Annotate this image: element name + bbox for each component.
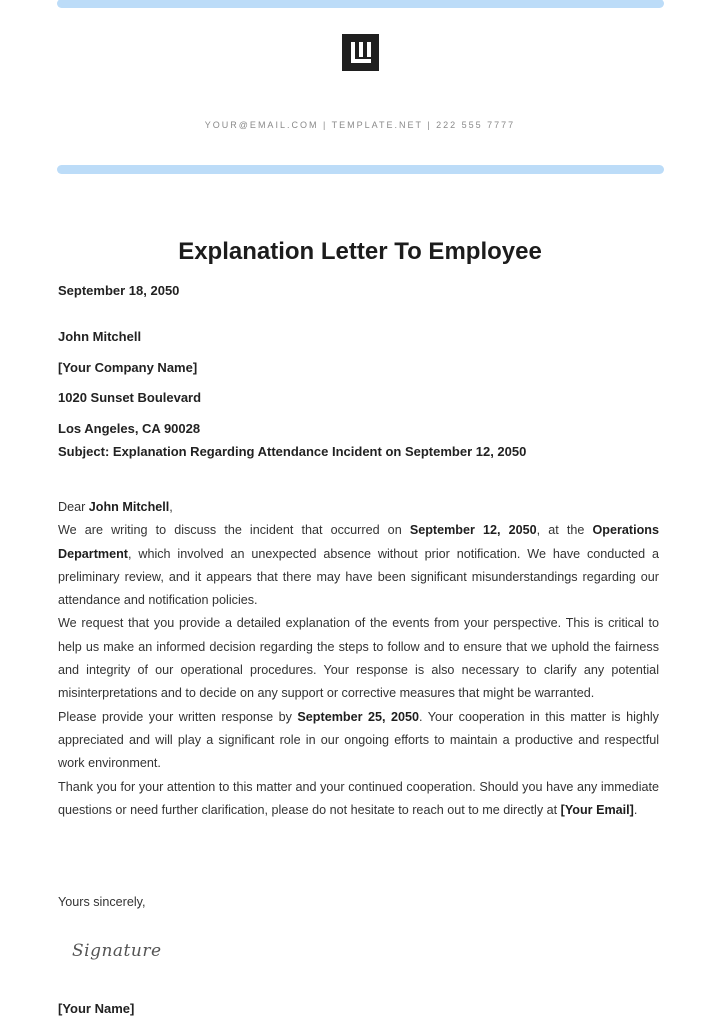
salutation: Dear John Mitchell, xyxy=(58,500,173,514)
signature: Signature xyxy=(72,941,162,961)
letter-body xyxy=(58,496,659,822)
letter-date: September 18, 2050 xyxy=(58,283,180,298)
letter-title: Explanation Letter To Employee xyxy=(178,238,542,265)
divider-accent-band xyxy=(57,165,664,174)
recipient-name: John Mitchell xyxy=(58,329,142,344)
sender-name: [Your Name] xyxy=(58,1001,135,1016)
contact-line: YOUR@EMAIL.COM | TEMPLATE.NET | 222 555 7777 xyxy=(204,120,516,130)
recipient-city: Los Angeles, CA 90028 xyxy=(58,421,201,436)
paragraph-1: We are writing to discuss the incident that occurred on September 12, 2050, at the Operations Department, which involved an unexpected absence without prior notification. We have conducted a preliminary review, and it appears that there may have been significant misunderstandings regarding our attendance and notification policies. xyxy=(58,523,659,608)
paragraph-2: We request that you provide a detailed explanation of the events from your perspective. This is critical to help us make an informed decision regarding the steps to follow and to ensure that we uphold the fairness and integrity of our operational procedures. Your response is also necessary to clarify any potential misinterpretations and to decide on any support or corrective measures that might be warranted. xyxy=(58,616,659,701)
letter-subject: Subject: Explanation Regarding Attendance Incident on September 12, 2050 xyxy=(58,444,527,459)
top-accent-band xyxy=(57,0,664,8)
paragraph-4: Thank you for your attention to this matter and your continued cooperation. Should you have any immediate questions or need further clarification, please do not hesitate to reach out to me directly at [Your Email]. xyxy=(58,779,659,817)
logo-icon xyxy=(342,34,379,71)
closing-line: Yours sincerely, xyxy=(58,895,146,909)
recipient-company: [Your Company Name] xyxy=(58,360,198,375)
paragraph-3: Please provide your written response by September 25, 2050. Your cooperation in this matter is highly appreciated and will play a significant role in our ongoing efforts to maintain a productive and respectful work environment. xyxy=(58,709,659,771)
recipient-street: 1020 Sunset Boulevard xyxy=(58,390,202,405)
